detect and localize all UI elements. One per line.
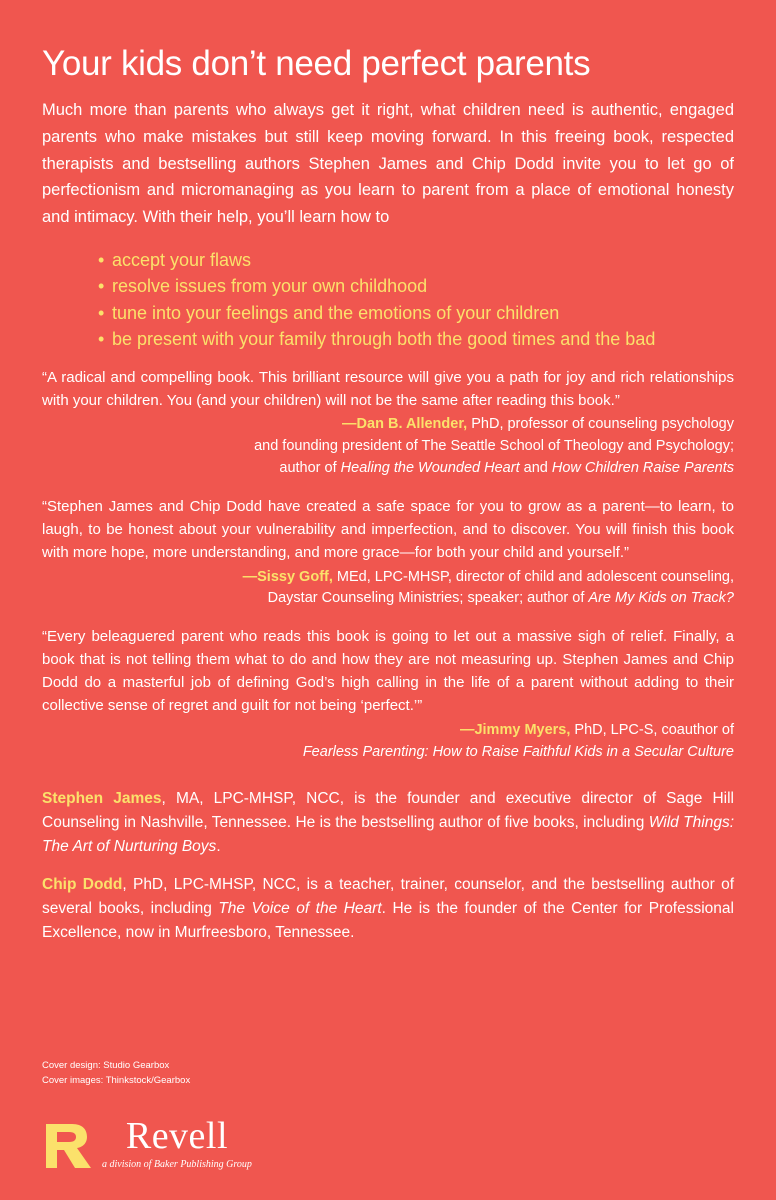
description-paragraph: Much more than parents who always get it right, what children need is authentic, engaged parents who make mistakes but still keep moving forward. In this freeing book, respected therapists and bestselling authors Stephen James and Chip Dodd invite you to let go of perfectionism and micromanaging as you learn to parent from a place of emotional honesty and intimacy. With their help, you’ll learn how to	[42, 101, 734, 227]
revell-r-icon	[42, 1120, 94, 1172]
endorser-name: —Jimmy Myers,	[459, 721, 571, 738]
endorser-works-conjunction: and	[519, 459, 552, 476]
cover-credits	[42, 1058, 190, 1088]
list-item: • resolve issues from your own childhood	[98, 273, 734, 299]
author-bio-text-end: . He is the founder of the Center for Professional Excellence, now in Murfreesboro, Tennessee.	[42, 900, 734, 942]
endorsement-2	[42, 496, 734, 610]
endorsement-1	[42, 367, 734, 480]
endorsement-3	[42, 626, 734, 763]
endorser-name: —Sissy Goff,	[242, 568, 333, 585]
list-item: • be present with your family through both the good times and the bad	[98, 326, 734, 352]
author-bio-text: , MA, LPC-MHSP, NCC, is the founder and executive director of Sage Hill Counseling in Nashville, Tennessee. He is the bestselling author of five books, including	[42, 790, 734, 832]
author-bio-stephen-james	[42, 787, 734, 859]
endorsement-text: “Every beleaguered parent who reads this book is going to let out a massive sigh of relief. Finally, a book that is not telling them what to do and how they are not measuring up. Stephen James and Chip Dodd do a masterful job of defining God’s high calling in the life of a parent without adding to their collective sense of regret and guilt for not being ‘perfect.’”	[42, 628, 734, 714]
page-title: Your kids don’t need perfect parents	[42, 44, 591, 83]
endorsement-text: “Stephen James and Chip Dodd have created a safe space for you to grow as a parent—to learn, to laugh, to be honest about your vulnerability and imperfection, and to discover. You will finish this book with more hope, more understanding, and more grace—for both your child and yourself.”	[42, 497, 734, 561]
publisher-logo	[42, 1117, 252, 1172]
author-bio-text-end: .	[216, 838, 221, 856]
endorser-works-prefix: author of	[279, 459, 341, 476]
author-bio-text: , PhD, LPC-MHSP, NCC, is a teacher, trainer, counselor, and the bestselling author of several books, including	[42, 876, 735, 918]
author-book-title: The Voice of the Heart	[218, 900, 382, 918]
author-bios	[42, 787, 734, 945]
endorser-work-title: Fearless Parenting: How to Raise Faithful Kids in a Secular Culture	[302, 743, 734, 760]
publisher-tagline: a division of Baker Publishing Group	[102, 1159, 252, 1170]
list-item: • tune into your feelings and the emotions of your children	[98, 300, 734, 326]
endorser-affiliation: Daystar Counseling Ministries; speaker; author of	[267, 590, 589, 607]
author-name: Chip Dodd	[42, 876, 123, 894]
endorsement-attribution	[42, 414, 734, 479]
endorser-work-title: Are My Kids on Track?	[588, 590, 734, 607]
cover-images-credit: Cover images: Thinkstock/Gearbox	[42, 1074, 191, 1086]
endorsement-text: “A radical and compelling book. This brilliant resource will give you a path for joy and rich relationships with your children. You (and your children) will not be the same after reading this book.”	[42, 368, 734, 409]
endorser-work-title-1: Healing the Wounded Heart	[340, 459, 520, 476]
endorser-work-title-2: How Children Raise Parents	[551, 459, 734, 476]
publisher-name: Revell	[125, 1115, 229, 1157]
endorsement-attribution	[42, 720, 734, 764]
benefits-list	[42, 247, 734, 353]
author-book-title: Wild Things: The Art of Nurturing Boys	[42, 814, 735, 856]
endorser-name: —Dan B. Allender,	[342, 416, 468, 433]
publisher-wordmark	[102, 1117, 252, 1172]
endorser-affiliation: and founding president of The Seattle School of Theology and Psychology;	[254, 438, 734, 455]
cover-design-credit: Cover design: Studio Gearbox	[42, 1059, 170, 1071]
endorser-credentials: PhD, professor of counseling psychology	[467, 416, 734, 433]
author-name: Stephen James	[42, 790, 162, 808]
author-bio-chip-dodd	[42, 873, 734, 945]
list-item: • accept your flaws	[98, 247, 734, 273]
endorser-credentials: PhD, LPC-S, coauthor of	[570, 721, 734, 738]
endorsement-attribution	[42, 567, 734, 611]
endorser-credentials: MEd, LPC-MHSP, director of child and adolescent counseling,	[332, 568, 734, 585]
